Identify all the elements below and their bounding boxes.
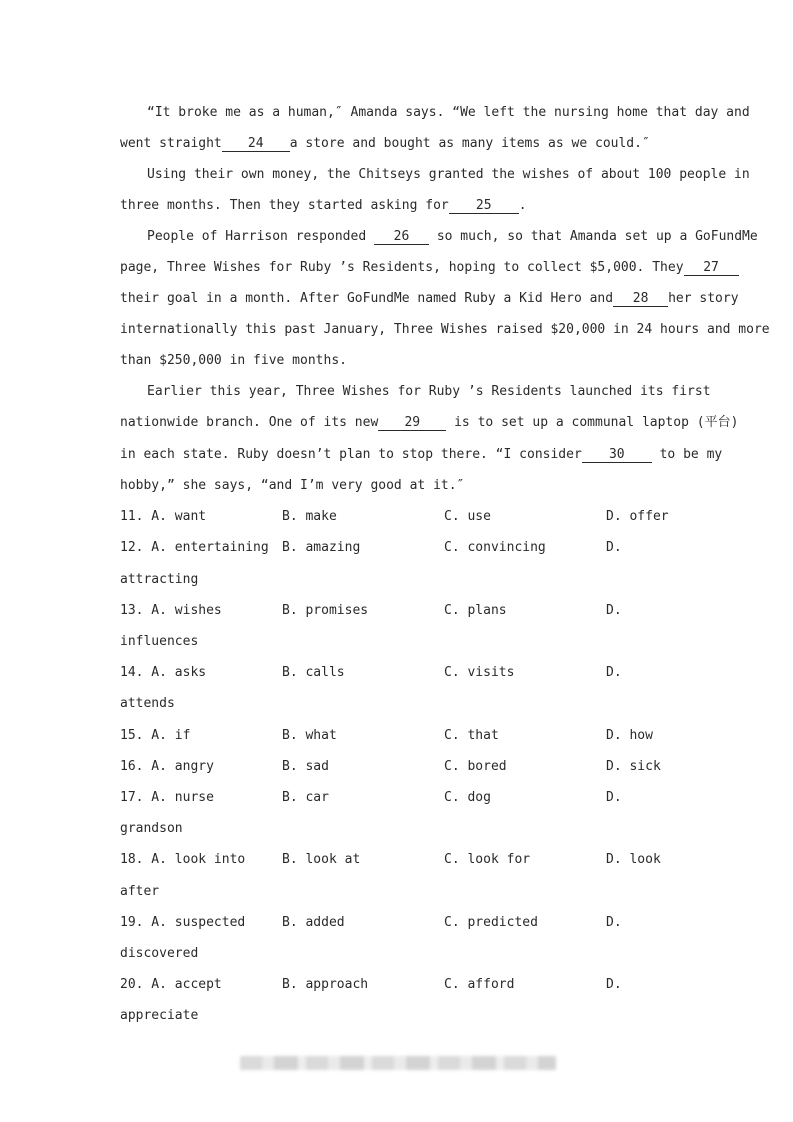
option-c[interactable]: C. dog xyxy=(444,790,491,805)
text: nationwide branch. One of its new xyxy=(120,415,379,430)
passage-line xyxy=(120,352,676,370)
option-b[interactable]: B. car xyxy=(282,790,329,805)
text: . xyxy=(518,198,527,213)
option-a[interactable]: 16. A. angry xyxy=(120,759,214,774)
option-d-wrap[interactable]: influences xyxy=(120,634,199,649)
option-a[interactable]: 18. A. look into xyxy=(120,852,246,867)
text: is to set up a communal laptop (平台) xyxy=(454,415,739,430)
text: Using their own money, the Chitseys granted the wishes of about 100 people in xyxy=(147,167,750,182)
option-d[interactable]: D. xyxy=(606,915,622,930)
passage-line xyxy=(147,166,750,184)
text: than $250,000 in five months. xyxy=(120,353,347,368)
option-a[interactable]: 20. A. accept xyxy=(120,977,222,992)
passage-line xyxy=(147,104,750,122)
option-d[interactable]: D. offer xyxy=(606,509,669,524)
option-c[interactable]: C. that xyxy=(444,728,499,743)
option-d[interactable]: D. sick xyxy=(606,759,661,774)
option-b[interactable]: B. look at xyxy=(282,852,361,867)
option-b[interactable]: B. sad xyxy=(282,759,329,774)
passage-line xyxy=(147,228,758,246)
option-c[interactable]: C. plans xyxy=(444,603,507,618)
option-d-wrap[interactable]: attracting xyxy=(120,572,199,587)
option-d[interactable]: D. xyxy=(606,665,622,680)
blank-27[interactable]: 27 xyxy=(684,260,739,276)
blank-25[interactable]: 25 xyxy=(449,198,519,214)
option-c[interactable]: C. predicted xyxy=(444,915,538,930)
option-c[interactable]: C. bored xyxy=(444,759,507,774)
option-d-wrap[interactable]: grandson xyxy=(120,821,183,836)
option-b[interactable]: B. approach xyxy=(282,977,369,992)
blank-24[interactable]: 24 xyxy=(222,136,290,152)
option-a[interactable]: 14. A. asks xyxy=(120,665,207,680)
blank-26[interactable]: 26 xyxy=(374,229,429,245)
passage-line xyxy=(120,197,676,215)
text: “It broke me as a human,″ Amanda says. “We left the nursing home that day and xyxy=(147,105,750,120)
option-a[interactable]: 19. A. suspected xyxy=(120,915,246,930)
passage-line xyxy=(120,446,723,464)
option-c[interactable]: C. use xyxy=(444,509,491,524)
option-c[interactable]: C. look for xyxy=(444,852,531,867)
option-d-wrap[interactable]: after xyxy=(120,884,160,899)
text: page, Three Wishes for Ruby ’s Residents, hoping to collect $5,000. They xyxy=(120,260,684,275)
passage-line xyxy=(120,259,719,277)
text: a store and bought as many items as we could.″ xyxy=(289,136,650,151)
passage-line xyxy=(120,135,676,153)
passage-line xyxy=(120,477,676,495)
option-d-wrap[interactable]: appreciate xyxy=(120,1008,199,1023)
option-d[interactable]: D. xyxy=(606,603,622,618)
option-a[interactable]: 15. A. if xyxy=(120,728,191,743)
option-a[interactable]: 11. A. want xyxy=(120,509,207,524)
option-c[interactable]: C. afford xyxy=(444,977,515,992)
blank-29[interactable]: 29 xyxy=(378,415,446,431)
text: internationally this past January, Three Wishes raised $20,000 in 24 hours and more xyxy=(120,322,770,337)
option-d-wrap[interactable]: attends xyxy=(120,696,175,711)
blank-30[interactable]: 30 xyxy=(582,447,652,463)
option-b[interactable]: B. amazing xyxy=(282,540,361,555)
option-a[interactable]: 13. A. wishes xyxy=(120,603,222,618)
option-d[interactable]: D. how xyxy=(606,728,653,743)
option-d[interactable]: D. xyxy=(606,540,622,555)
option-d[interactable]: D. xyxy=(606,790,622,805)
passage-line xyxy=(120,414,739,432)
blurred-footer xyxy=(240,1056,556,1070)
option-b[interactable]: B. promises xyxy=(282,603,369,618)
text: their goal in a month. After GoFundMe named Ruby a Kid Hero and xyxy=(120,291,614,306)
text: People of Harrison responded xyxy=(147,229,367,244)
text: three months. Then they started asking for xyxy=(120,198,449,213)
option-a[interactable]: 17. A. nurse xyxy=(120,790,214,805)
text: to be my xyxy=(659,447,723,462)
option-b[interactable]: B. calls xyxy=(282,665,345,680)
blank-28[interactable]: 28 xyxy=(613,291,668,307)
text: Earlier this year, Three Wishes for Ruby ’s Residents launched its first xyxy=(147,384,711,399)
option-b[interactable]: B. make xyxy=(282,509,337,524)
passage-line xyxy=(120,321,770,339)
text: her story xyxy=(668,291,739,306)
option-c[interactable]: C. visits xyxy=(444,665,515,680)
option-a[interactable]: 12. A. entertaining xyxy=(120,540,269,555)
passage-line xyxy=(147,383,711,401)
option-b[interactable]: B. added xyxy=(282,915,345,930)
text: in each state. Ruby doesn’t plan to stop there. “I consider xyxy=(120,447,582,462)
option-d-wrap[interactable]: discovered xyxy=(120,946,199,961)
option-d[interactable]: D. look xyxy=(606,852,661,867)
text: went straight xyxy=(120,136,222,151)
text: hobby,” she says, “and I’m very good at it.″ xyxy=(120,478,465,493)
option-c[interactable]: C. convincing xyxy=(444,540,546,555)
option-d[interactable]: D. xyxy=(606,977,622,992)
text: so much, so that Amanda set up a GoFundMe xyxy=(436,229,758,244)
option-b[interactable]: B. what xyxy=(282,728,337,743)
passage-line xyxy=(120,290,739,308)
